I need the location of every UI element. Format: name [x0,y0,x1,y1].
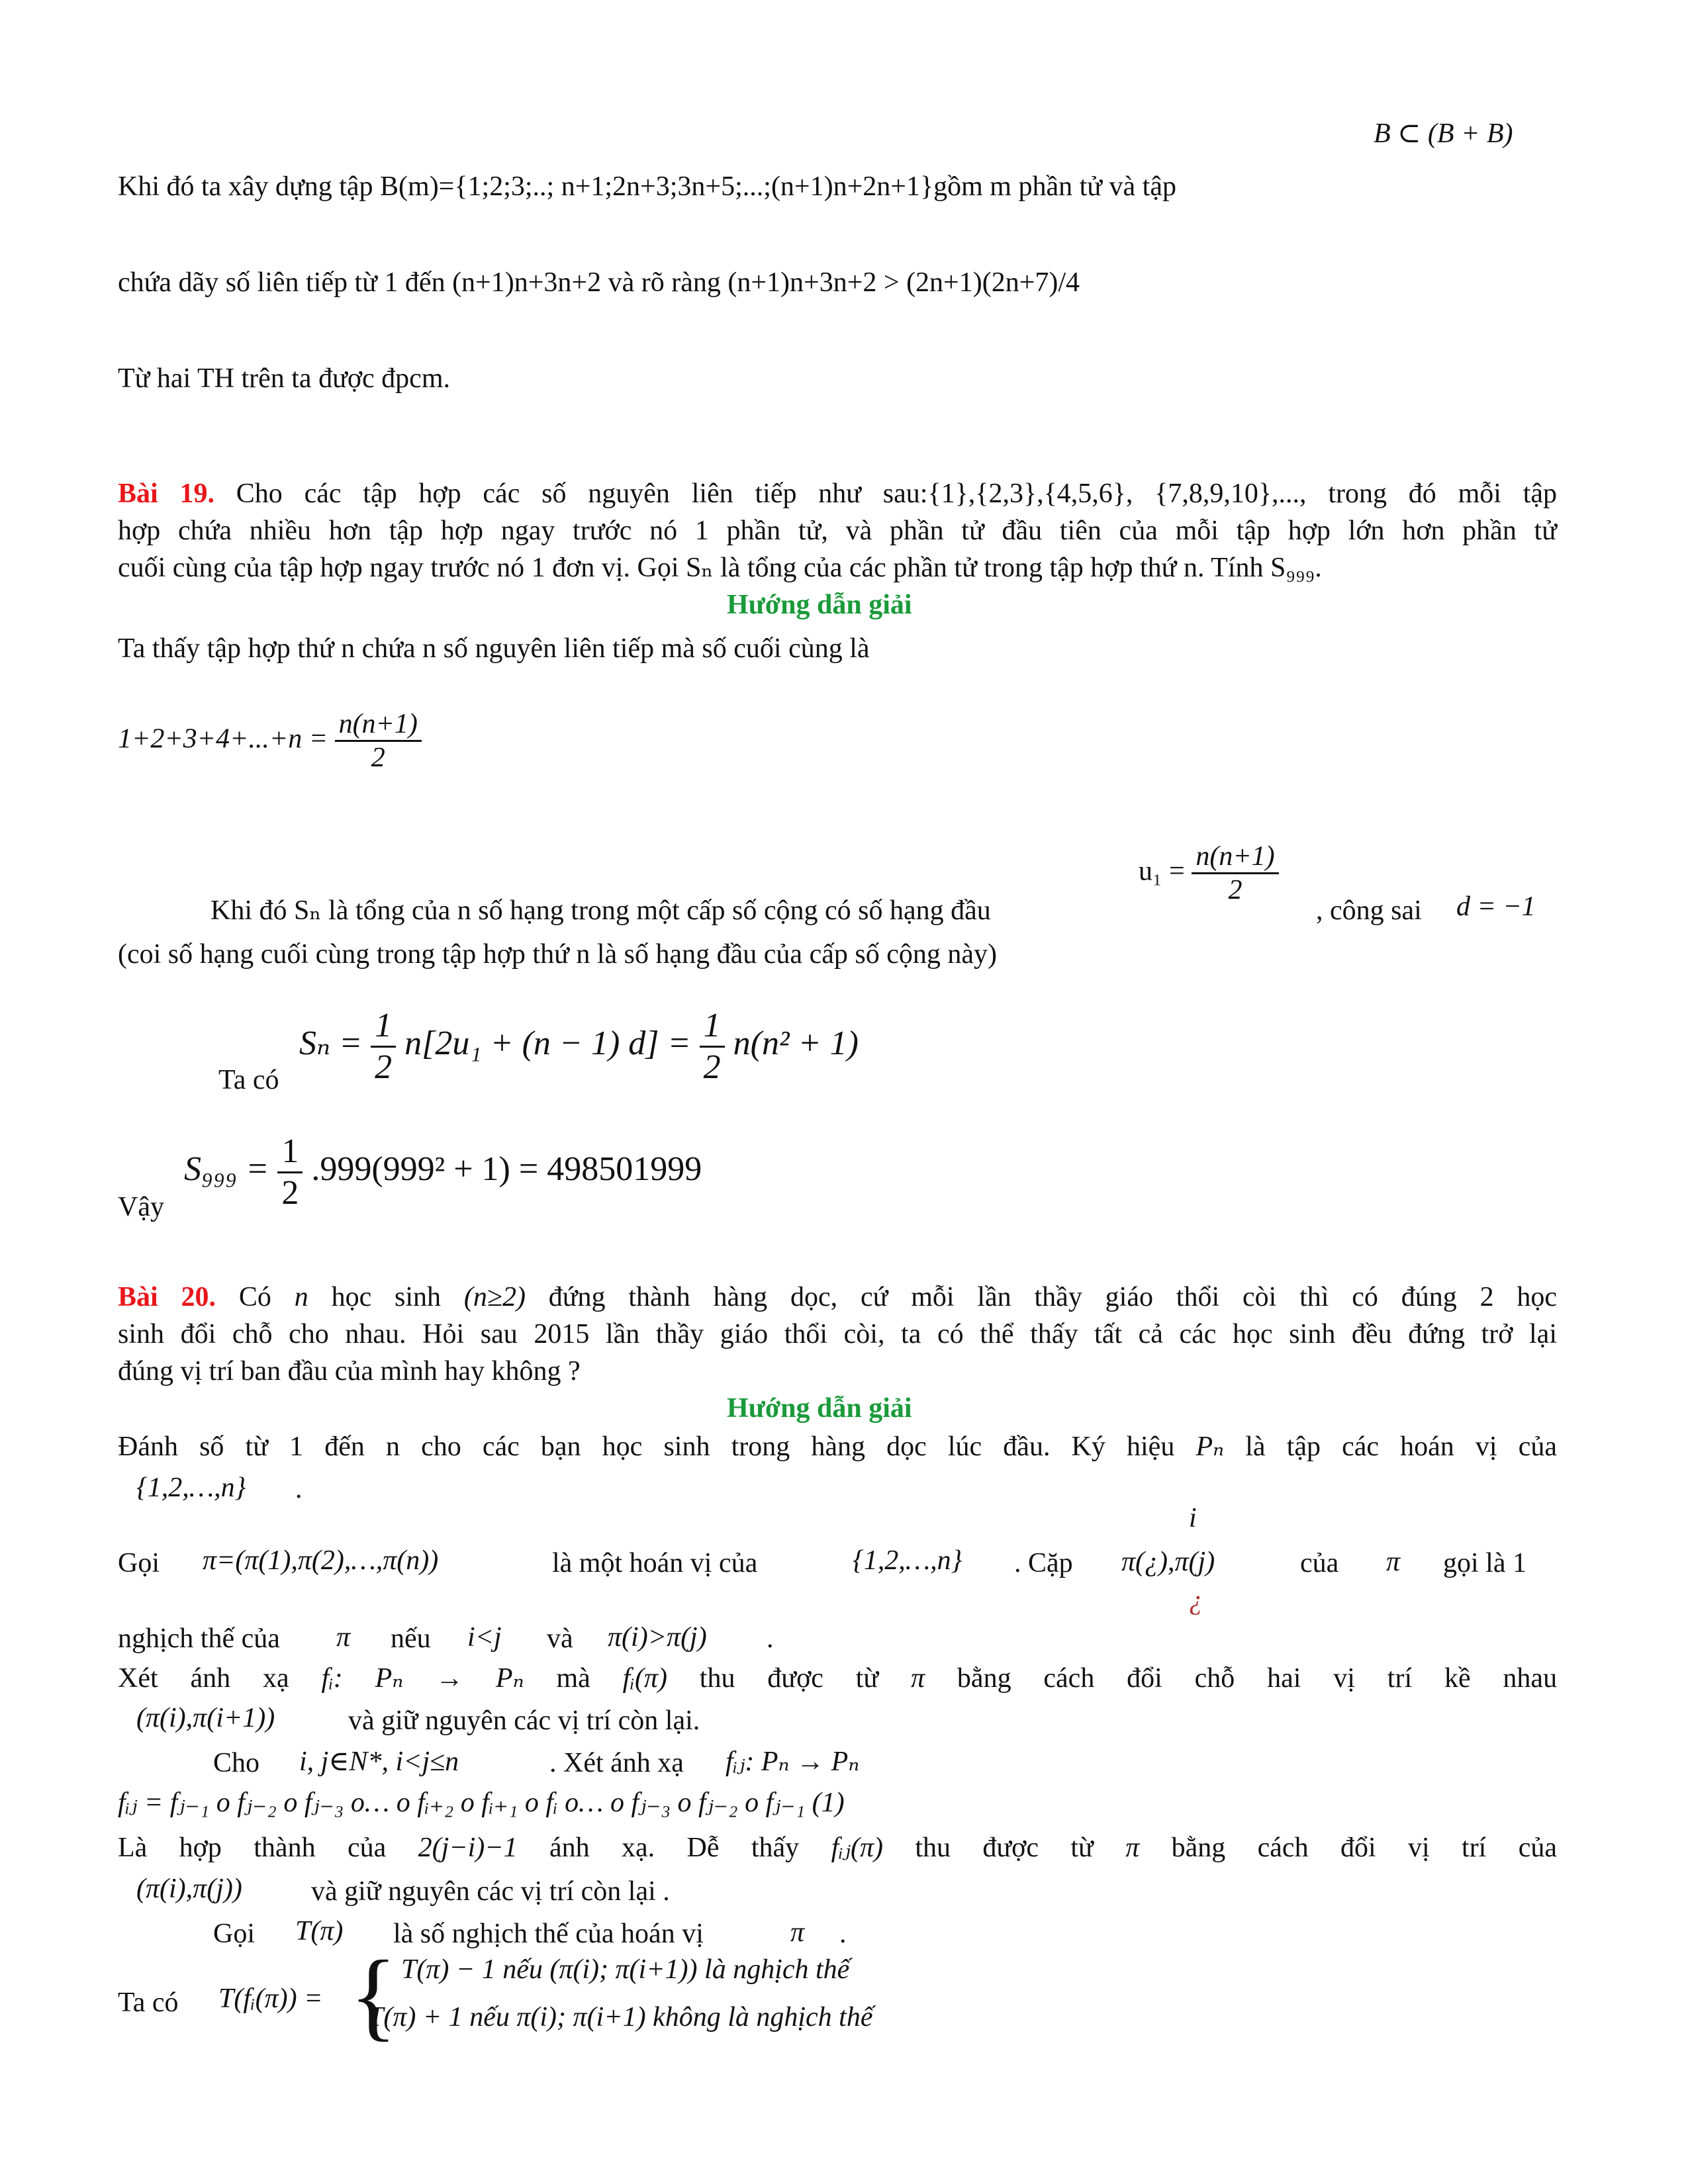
fraction [1192,841,1278,907]
dot: . [839,1919,847,1949]
formula-rhs: n(n² + 1) [733,1024,859,1063]
fij-pi: fᵢⱼ(π) [831,1833,883,1863]
text: học sinh [331,1282,442,1312]
case-2: T(π) + 1 nếu π(i); π(i+1) không là nghịch thế [368,2002,873,2032]
bai19-text: Cho các tập hợp các số nguyên liên tiếp như sau:{1},{2,3},{4,5,6}, {7,8,9,10},..., trong đó mỗi tập [236,478,1558,509]
fraction-numerator: 1 [371,1006,396,1048]
fraction-numerator: 1 [277,1132,303,1173]
fraction-denominator: 2 [1228,875,1243,906]
u1-label: u₁ = [1139,856,1185,887]
text: là tập các hoán vị của [1245,1432,1558,1462]
text: bằng cách đổi chỗ hai vị trí kề nhau [957,1663,1558,1694]
text: mà [556,1663,590,1694]
text: Là hợp thành của [118,1833,387,1863]
text: . Cặp [1014,1548,1073,1578]
dot: . [767,1623,774,1654]
text-line: hợp chứa nhiều hơn tập hợp ngay trước nó 1 phần tử, và phần tử đầu tiên của mỗi tập hợp lớn hơn phần tử [118,516,1557,546]
set-formula: {1,2,…,n} [136,1473,246,1503]
text-line: Khi đó Sₙ là tổng của n số hạng trong một cấp số cộng có số hạng đầu [211,895,991,926]
formula-u1 [1139,841,1279,907]
set-formula: {1,2,…,n} [853,1545,962,1576]
text-line: Từ hai TH trên ta được đpcm. [118,363,450,394]
var-pi: π [336,1622,351,1653]
goi-label: Gọi [118,1548,160,1578]
pair-formula: (π(i),π(i+1)) [136,1703,275,1733]
bai19-label: Bài 19. [118,478,214,509]
condition: (n≥2) [463,1282,526,1312]
taco-label: Ta có [218,1065,279,1095]
text: thu được từ [699,1663,879,1694]
T-fi-lhs: T(fᵢ(π)) = [218,1983,323,2014]
text-line: sinh đổi chỗ cho nhau. Hỏi sau 2015 lần thầy giáo thổi còi, ta có thể thấy tất cả các học sinh đều đứng trở lại [118,1319,1557,1349]
section-heading: Hướng dẫn giải [727,1393,912,1424]
fraction-denominator: 2 [281,1173,299,1212]
vay-label: Vậy [118,1192,164,1222]
text-line: Khi đó ta xây dựng tập B(m)={1;2;3;..; n+1;2n+3;3n+5;...;(n+1)n+2n+1}gồm m phần tử và tập [118,171,1176,202]
var-pi: π [1386,1547,1401,1577]
map-fi: fᵢ: Pₙ → Pₙ [321,1663,524,1694]
section-heading: Hướng dẫn giải [727,590,912,620]
text-line: chứa dãy số liên tiếp từ 1 đến (n+1)n+3n+2 và rõ ràng (n+1)n+3n+2 > (2n+1)(2n+7)/4 [118,267,1080,298]
fraction-half [700,1006,725,1087]
bai20-s1 [118,1431,1557,1463]
T-pi: T(π) [295,1916,344,1946]
formula-sn [299,1006,859,1087]
pi-def: π=(π(1),π(2),…,π(n)) [203,1545,439,1576]
fraction-denominator: 2 [371,743,385,774]
text: là một hoán vị của [552,1548,758,1578]
dot: . [295,1474,303,1504]
taco-label: Ta có [118,1987,179,2018]
text: và giữ nguyên các vị trí còn lại . [311,1876,670,1907]
var-Pn: Pₙ [1196,1432,1225,1462]
text: gọi là 1 [1443,1548,1526,1578]
formula-d: d = −1 [1456,891,1536,922]
var-pi: π [1125,1833,1140,1863]
fraction-numerator: 1 [700,1006,725,1048]
text: của [1300,1548,1339,1578]
bai20-line1 [118,1281,1557,1313]
pair-formula: (π(i),π(j)) [136,1874,242,1904]
text-line: cuối cùng của tập hợp ngay trước nó 1 đơn vị. Gọi Sₙ là tổng của các phần tử trong tập hợp thứ n. Tính S₉₉₉. [118,553,1322,583]
fraction-half [371,1006,396,1087]
text: Cho [213,1748,260,1778]
text: thu được từ [915,1833,1094,1863]
fraction-denominator: 2 [703,1048,721,1086]
formula-lhs: 1+2+3+4+...+n = [118,723,328,754]
text: Có [238,1282,271,1312]
formula-s999 [184,1132,702,1213]
fraction-half [277,1132,303,1213]
var-pi: π [790,1917,805,1948]
piecewise-brace: { [350,1940,397,2050]
pair-q: ¿ [1189,1585,1203,1615]
fraction-denominator: 2 [375,1048,393,1086]
text-line: Ta thấy tập hợp thứ n chứa n số nguyên liên tiếp mà số cuối cùng là [118,633,870,664]
cond-ij: i<j [467,1622,502,1653]
text: là số nghịch thế của hoán vị [393,1919,704,1949]
map-fij: fᵢⱼ: Pₙ → Pₙ [726,1747,860,1777]
text: bằng cách đổi vị trí của [1171,1833,1558,1863]
cond-ij: i, j∈N*, i<j≤n [299,1747,459,1777]
text: Gọi [213,1919,255,1949]
formula-lhs: Sₙ = [299,1024,363,1063]
text: Xét ánh xạ [118,1663,289,1694]
text: Đánh số từ 1 đến n cho các bạn học sinh trong hàng dọc lúc đầu. Ký hiệu [118,1432,1175,1462]
text-line: đúng vị trí ban đầu của mình hay không ? [118,1356,581,1387]
bai20-s4 [118,1662,1557,1694]
fi-pi: fᵢ(π) [622,1663,667,1694]
var-pi: π [911,1663,925,1694]
cond-pij: π(i)>π(j) [608,1622,707,1653]
text: và [547,1623,573,1654]
text-line: (coi số hạng cuối cùng trong tập hợp thứ n là số hạng đầu của cấp số cộng này) [118,939,997,970]
var-n: n [294,1282,308,1312]
fraction [335,708,422,774]
top-formula: B ⊂ (B + B) [1374,118,1513,149]
bai20-s8 [118,1832,1557,1864]
formula-rhs: .999(999² + 1) = 498501999 [311,1150,702,1189]
text: nếu [391,1623,431,1654]
case-1: T(π) − 1 nếu (π(i); π(i+1)) là nghịch thế [401,1954,850,1985]
pair-i: i [1189,1503,1197,1533]
text: và giữ nguyên các vị trí còn lại. [348,1706,700,1736]
composition-formula: fᵢⱼ = fⱼ₋₁ o fⱼ₋₂ o fⱼ₋₃ o… o fᵢ₊₂ o fᵢ₊₁ o fᵢ o… o fⱼ₋₃ o fⱼ₋₂ o fⱼ₋₁ (1) [118,1788,845,1818]
bai20-label: Bài 20. [118,1282,216,1312]
formula-lhs: S₉₉₉ = [184,1150,269,1189]
formula-mid: n⁡[2u₁ + (n − 1) d] = [404,1024,691,1063]
text: ánh xạ. Dễ thấy [549,1833,800,1863]
text: đứng thành hàng dọc, cứ mỗi lần thầy giáo thổi còi thì có đúng 2 học [548,1282,1558,1312]
fraction-numerator: n(n+1) [335,708,422,742]
bai19-line1 [118,478,1557,510]
text: nghịch thế của [118,1623,280,1654]
count-expr: 2(j−i)−1 [418,1833,518,1863]
formula-sum [118,708,422,774]
fraction-numerator: n(n+1) [1192,841,1278,874]
text: . Xét ánh xạ [549,1748,684,1778]
cong-sai-text: , công sai [1316,895,1422,926]
pair-formula: π(¿),π(j) [1121,1547,1215,1577]
